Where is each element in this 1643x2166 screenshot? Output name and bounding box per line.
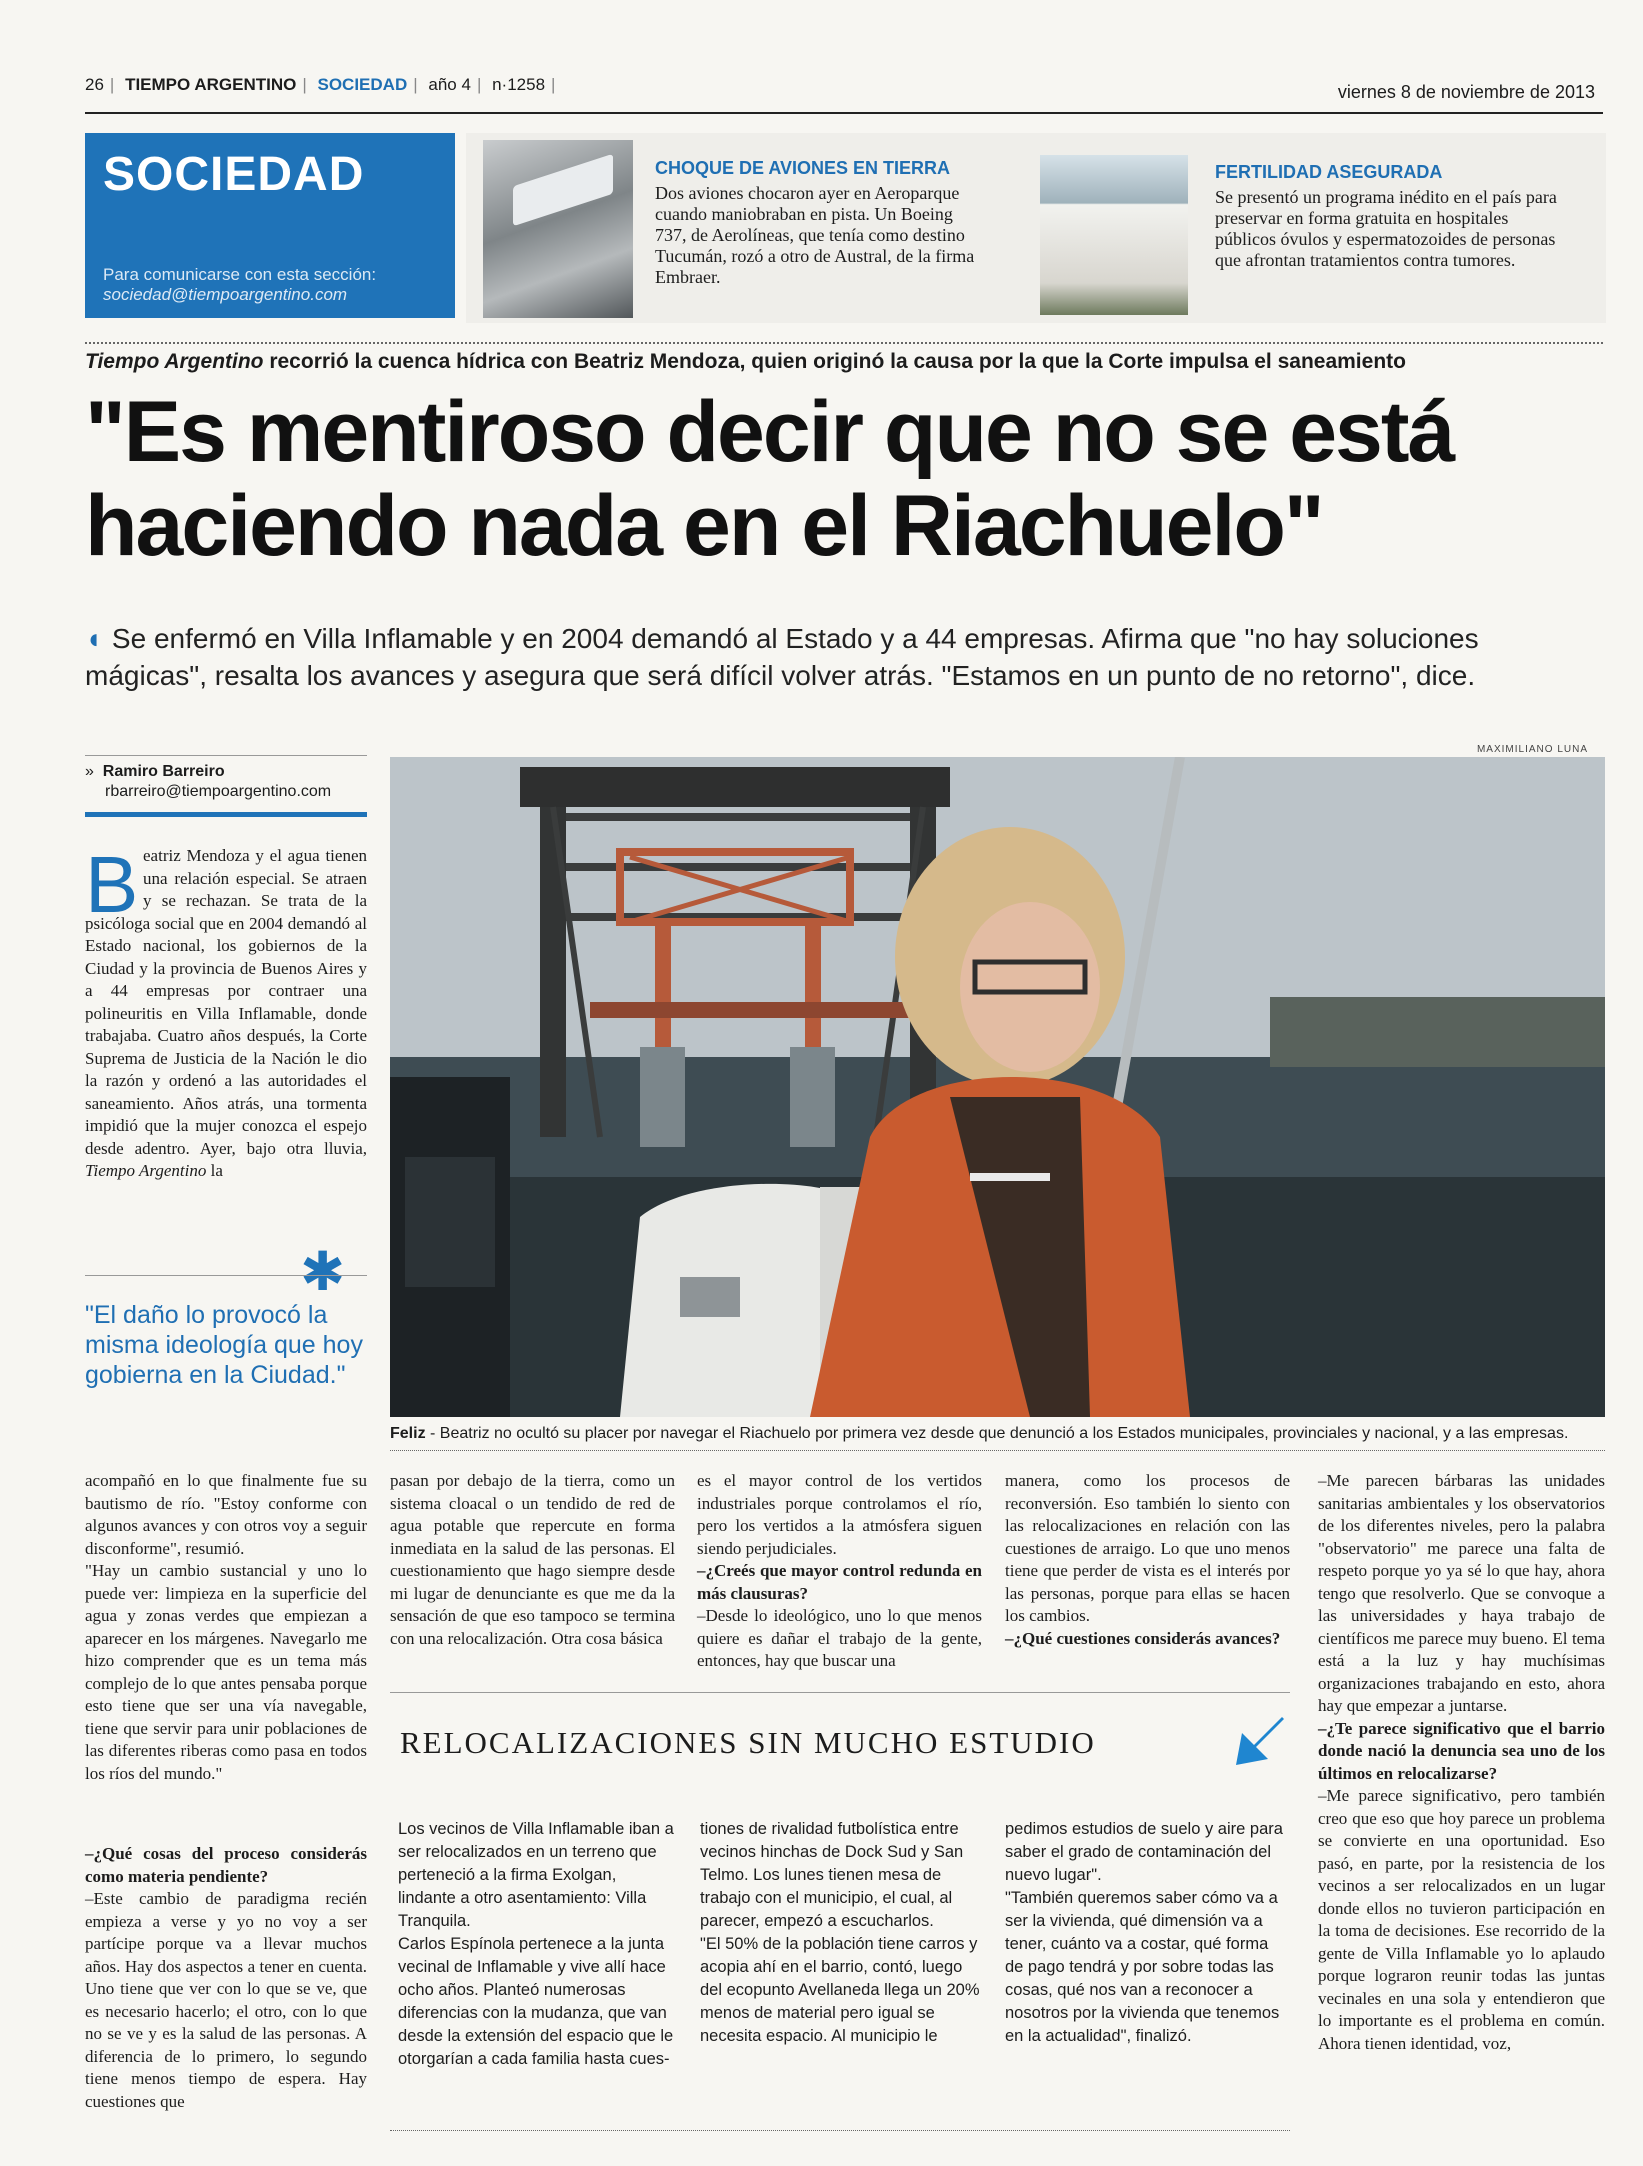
caption-rule xyxy=(390,1450,1605,1451)
paragraph: es el mayor control de los vertidos industriales porque controlamos el río, pero los vertidos a la atmósfera siguen siendo perjudiciales. xyxy=(697,1471,982,1558)
question: –¿Qué cosas del proceso considerás como materia pendiente? xyxy=(85,1844,367,1886)
question: –¿Te parece significativo que el barrio donde nació la denuncia sea uno de los últimos en relocalizarse? xyxy=(1318,1718,1605,1783)
arrow-icon: ◖ xyxy=(85,623,102,654)
kicker-publication: Tiempo Argentino xyxy=(85,350,264,373)
header-rule xyxy=(85,112,1603,114)
intro-publication: Tiempo Argentino xyxy=(85,1161,207,1180)
article-intro xyxy=(85,840,367,1183)
drop-cap: B xyxy=(85,840,139,929)
teaser-title[interactable]: CHOQUE DE AVIONES EN TIERRA xyxy=(655,158,951,178)
chevron-right-icon: » xyxy=(85,763,103,780)
box-title: RELOCALIZACIONES SIN MUCHO ESTUDIO xyxy=(400,1725,1096,1760)
body-column-1: acompañó en lo que finalmente fue su bautismo de río. "Estoy conforme con algunos avances y con otros voy a seguir disconforme", resumió. "Hay un cambio sustancial y uno lo puede ver: limpieza en la superficie del agua y zonas verdes que empiezan a aparecer en los márgenes. Navegarlo me hizo comprender que es un tema más complejo de lo que antes pensaba porque esto tiene que ser una vía navegable, tiene que servir para unir poblaciones de las diferentes riberas como pasa en todos los ríos del mundo." xyxy=(85,1471,367,1783)
contact-email[interactable]: sociedad@tiempoargentino.com xyxy=(103,285,348,304)
answer: –Me parece significativo, pero también creo que eso que hoy parece un problema se convierte en una oportunidad. Eso pasó, en parte, por la resistencia de los vecinos a ser relocalizados en un lugar donde ellos no tuvieron participación en la toma de decisiones. Ese recorrido de la gente de Villa Inflamable yo lo aplaudo porque lograron reunir todas las juntas vecinales en una sola y entendieron que lo importante es el problema en común. Ahora tienen identidad, voz, xyxy=(1318,1786,1605,2053)
section-name: SOCIEDAD xyxy=(317,75,408,94)
answer: –Me parecen bárbaras las unidades sanitarias ambientales y los observatorios de los diferentes niveles, pero la palabra "observatorio" me parece una falta de respeto porque yo ya sé lo que hay, ahora tengo que resolverlo. Que se convoque a las universidades y haya trabajo de científicos me parece muy bueno. El tema está a la luz y hay muchísimas organizaciones trabajando en esto, ahora hay que empezar a juntarse. xyxy=(1318,1471,1605,1715)
body-column-2: pasan por debajo de la tierra, como un sistema cloacal o un tendido de red de agua potable que repercute en forma inmediata en la salud de las personas. El cuestionamiento que hago siempre desde mi lugar de denunciante es que me da la sensación de que eso tampoco se termina con una relocalización. Otra cosa básica xyxy=(390,1471,675,1648)
question: –¿Qué cuestiones considerás avances? xyxy=(1005,1628,1281,1648)
paragraph: manera, como los procesos de reconversión. Eso también lo siento con las relocalizaciones en relación con las cuestiones de arraigo. Lo que uno menos tiene que perder de vista es el interés por las personas, porque para ellas se hacen los cambios. xyxy=(1005,1471,1290,1625)
brand-name: TIEMPO ARGENTINO xyxy=(125,75,297,94)
photo-credit: MAXIMILIANO LUNA xyxy=(1476,744,1588,755)
teaser-body: Dos aviones chocaron ayer en Aeroparque cuando maniobraban en pista. Un Boeing 737, de Aerolíneas, que tenía como destino Tucumán, rozó a otro de Austral, de la firma Embraer. xyxy=(655,183,975,287)
quote-rule xyxy=(85,1275,367,1276)
subhead-text: Se enfermó en Villa Inflamable y en 2004 demandó al Estado y a 44 empresas. Afirma que "no hay soluciones mágicas", resalta los avances y asegura que será difícil volver atrás. "Estamos en un punto de no retorno", dice. xyxy=(85,623,1479,691)
byline-bar xyxy=(85,812,367,817)
body-column-3 xyxy=(697,1470,982,1673)
section-divider xyxy=(85,342,1603,344)
teaser-photo-planes xyxy=(483,140,633,318)
byline-rule xyxy=(85,755,367,756)
pull-quote: "El daño lo provocó la misma ideología que hoy gobierna en la Ciudad." xyxy=(85,1301,363,1389)
body-column-4 xyxy=(1005,1470,1290,1650)
contact-line: Para comunicarse con esta sección: xyxy=(103,265,377,284)
kicker-text: recorrió la cuenca hídrica con Beatriz Mendoza, quien originó la causa por la que la Corte impulsa el saneamiento xyxy=(263,350,1406,373)
page-header: 26 | TIEMPO ARGENTINO | SOCIEDAD | año 4 | n·1258 | xyxy=(85,75,556,94)
intro-end: la xyxy=(206,1161,223,1180)
box-rule xyxy=(390,1692,1290,1693)
box-column-3: pedimos estudios de suelo y aire para saber el grado de contaminación del nuevo lugar". "También queremos saber cómo va a ser la vivienda, qué dimensión va a tener, cuánto va a costar, qué forma de pago tendrá y por sobre todas las cosas, qué nos van a reconocer a nosotros por la vivienda que tenemos en la actualidad", finalizó. xyxy=(1005,1820,1283,2045)
page-number: 26 xyxy=(85,75,104,94)
teaser-body: Se presentó un programa inédito en el país para preservar en forma gratuita en hospitales públicos óvulos y espermatozoides de personas que afrontan tratamientos contra tumores. xyxy=(1215,187,1557,270)
issue-label: n·1258 xyxy=(492,75,546,94)
author-email[interactable]: rbarreiro@tiempoargentino.com xyxy=(105,783,332,800)
intro-text: eatriz Mendoza y el agua tienen una relación especial. Se atraen y se rechazan. Se trata de la psicóloga social que en 2004 demandó al Estado nacional, los gobiernos de la Ciudad y la provincia de Buenos Aires y a 44 empresas por contraer una polineuritis en Villa Inflamable, donde trabajaba. Cuatro años después, la Corte Suprema de Justicia de la Nación le dio la razón y ordenó a las autoridades el saneamiento. Años atrás, una tormenta impidió que la mujer conozca el espejo desde adentro. Ayer, bajo otra lluvia, xyxy=(85,846,367,1158)
box-column-1: Los vecinos de Villa Inflamable iban a ser relocalizados en un terreno que perteneció a la firma Exolgan, lindante a otro asentamiento: Villa Tranquila. Carlos Espínola pertenece a la junta vecinal de Inflamable y vive allí hace ocho años. Planteó numerosas diferencias con la mudanza, que van desde la extensión del espacio que le otorgarían a cada familia hasta cues- xyxy=(398,1820,674,2068)
teaser-title[interactable]: FERTILIDAD ASEGURADA xyxy=(1215,162,1443,182)
body-column-5 xyxy=(1318,1470,1605,2055)
body-column-1-qa xyxy=(85,1843,367,2113)
asterisk-icon: ✱ xyxy=(300,1242,346,1302)
section-box xyxy=(85,133,455,318)
issue-date: viernes 8 de noviembre de 2013 xyxy=(1337,82,1595,102)
section-box-title: SOCIEDAD xyxy=(103,148,365,201)
question: –¿Creés que mayor control redunda en más clausuras? xyxy=(697,1561,982,1603)
arrow-down-left-icon xyxy=(1228,1713,1288,1771)
bottom-rule xyxy=(390,2130,1290,2131)
section-contact xyxy=(103,265,376,305)
answer: –Desde lo ideológico, uno lo que menos quiere es dañar el trabajo de la gente, entonces, hay que buscar una xyxy=(697,1606,982,1670)
photo-caption xyxy=(390,1425,1605,1443)
teaser-photo-hospital xyxy=(1040,155,1188,315)
article-kicker xyxy=(85,350,1406,374)
year-label: año 4 xyxy=(428,75,471,94)
author-name: Ramiro Barreiro xyxy=(102,763,225,780)
riachuelo-photo-illustration xyxy=(390,757,1605,1417)
article-headline: "Es mentiroso decir que no se está haciendo nada en el Riachuelo" xyxy=(85,384,1454,574)
box-column-2: tiones de rivalidad futbolística entre vecinos hinchas de Dock Sud y San Telmo. Los lunes tienen mesa de trabajo con el municipio, el cual, al parecer, empezó a escucharlos. "El 50% de la población tiene carros y acopia ahí en el barrio, contó, luego del ecopunto Avellaneda llega un 20% menos de material pero igual se necesita espacio. Al municipio le xyxy=(700,1820,980,2045)
caption-text: - Beatriz no ocultó su placer por navegar el Riachuelo por primera vez desde que denunció a los Estados municipales, provinciales y nacional, y a las empresas. xyxy=(425,1425,1569,1442)
caption-lead: Feliz xyxy=(390,1425,426,1442)
article-subhead xyxy=(85,620,1605,694)
answer: –Este cambio de paradigma recién empieza a verse y yo no voy a ser partícipe porque va a llevar muchos años. Hay dos aspectos a tener en cuenta. Uno tiene que ver con lo que se ve, que es necesario hacerlo; el otro, con lo que no se ve y es la salud de las personas. A diferencia de lo primero, lo segundo tiene menos tiempo de espera. Hay cuestiones que xyxy=(85,1889,367,2111)
byline xyxy=(85,762,331,802)
main-photo xyxy=(390,757,1605,1417)
